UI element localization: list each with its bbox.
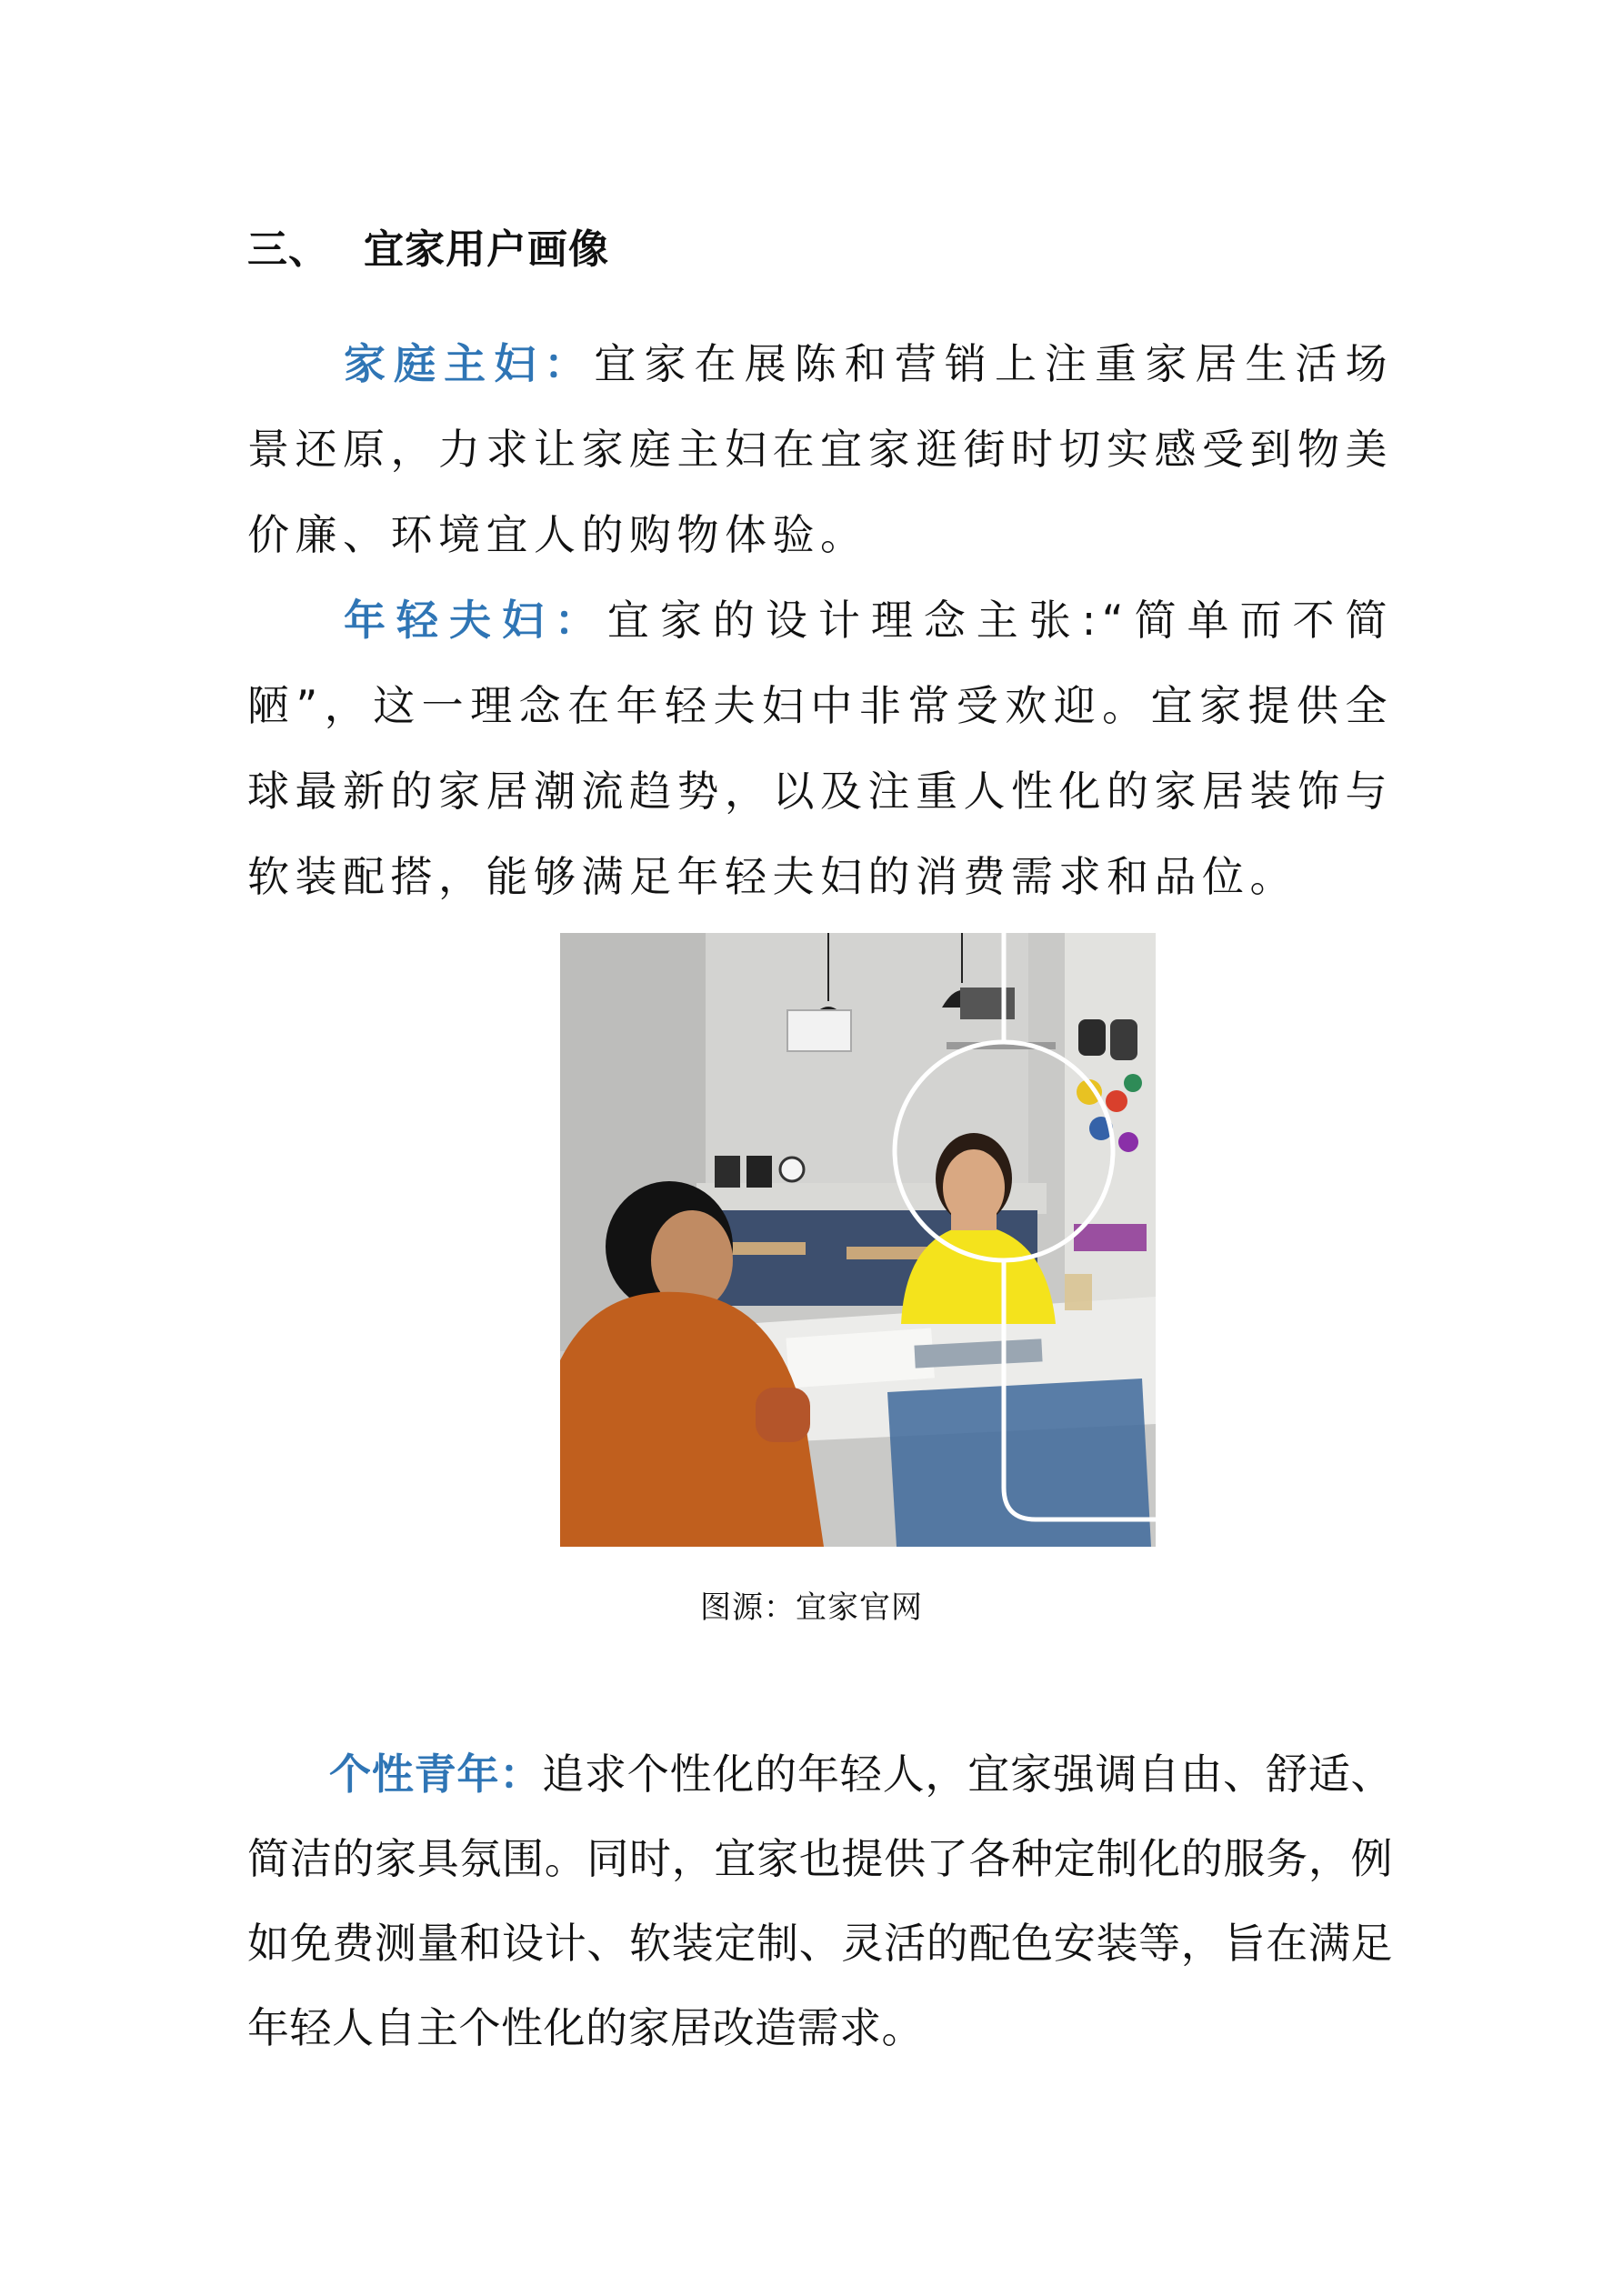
section-number: 三、 bbox=[247, 226, 329, 273]
section-heading bbox=[247, 216, 609, 275]
paragraph-lead: 家庭主妇： bbox=[344, 339, 595, 388]
paragraph-lead: 个性青年： bbox=[329, 1750, 543, 1799]
paragraph-young-couple bbox=[247, 577, 1393, 919]
paragraph-text: 宜家的设计理念主张:“简单而不简陋”，这一理念在年轻夫妇中非常受欢迎。宜家提供全球最新的家居潮流趋势，以及注重人性化的家居装饰与软装配搭，能够满足年轻夫妇的消费需求和品位。 bbox=[247, 596, 1393, 901]
paragraph-text: 追求个性化的年轻人，宜家强调自由、舒适、简洁的家具氛围。同时，宜家也提供了各种定制化的服务，例如免费测量和设计、软装定制、灵活的配色安装等，旨在满足年轻人自主个性化的家居改造需求。 bbox=[247, 1750, 1393, 2052]
ikea-photo bbox=[560, 933, 1156, 1547]
section-title: 宜家用户画像 bbox=[364, 226, 609, 273]
paragraph-individual-youth bbox=[247, 1732, 1393, 2070]
paragraph-text: 宜家在展陈和营销上注重家居生活场景还原，力求让家庭主妇在宜家逛街时切实感受到物美价廉、环境宜人的购物体验。 bbox=[247, 339, 1393, 559]
figure-caption: 图源：宜家官网 bbox=[700, 1589, 923, 1626]
paragraph-housewife bbox=[247, 321, 1393, 577]
paragraph-lead: 年轻夫妇： bbox=[344, 596, 607, 645]
